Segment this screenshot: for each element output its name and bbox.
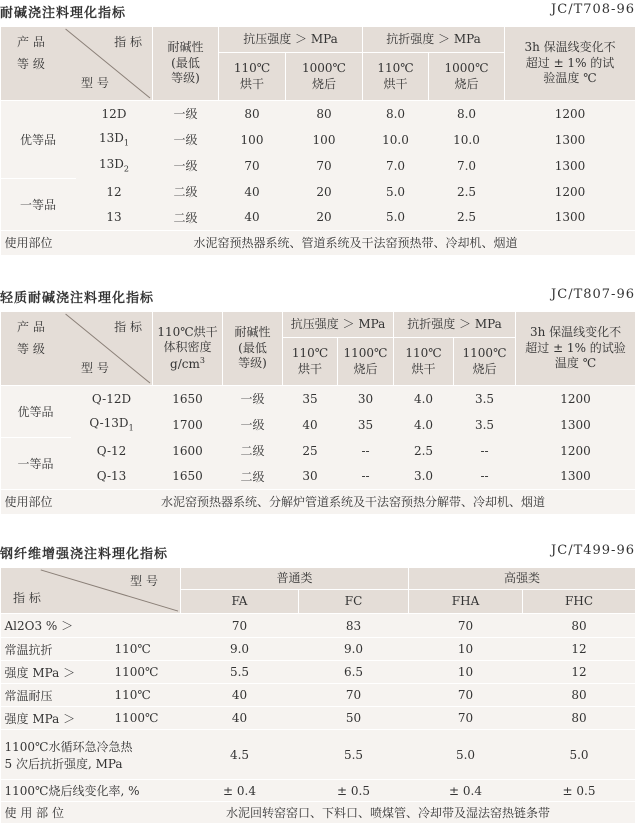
table3-row-label: 常温耐压 [1, 684, 111, 707]
table2-cell: -- [454, 464, 516, 490]
table-row [1, 386, 635, 412]
table1-cell: 10.0 [429, 127, 505, 153]
table1-cell: 1300 [505, 153, 635, 179]
table2-cell: -- [338, 464, 394, 490]
table1-standard: JC/T708-96 [551, 2, 635, 17]
table2 [0, 311, 635, 514]
table3-row-label: 常温抗折 [1, 638, 111, 661]
table-row [1, 730, 635, 780]
table1-cell: 7.0 [429, 153, 505, 179]
table2-cell: 40 [283, 412, 338, 438]
table3-hdr-high: 高强类 [409, 568, 635, 590]
table3-cell: 70 [409, 707, 523, 730]
table2-hdr-f1100: 1100℃ 烧后 [454, 338, 516, 386]
table1-usage: 水泥窑预热器系统、管道系统及干法窑预热带、冷却机、烟道 [76, 231, 635, 255]
table3-cell: 83 [299, 614, 409, 638]
table1-title: 耐碱浇注料理化指标 [0, 6, 127, 21]
table2-cell: 1700 [153, 412, 223, 438]
table2-cell: 1300 [516, 464, 635, 490]
table2-usage-label: 使用部位 [1, 490, 71, 514]
table3-cell: ± 0.4 [181, 780, 299, 802]
table1-model: $13D_2$ [76, 153, 153, 179]
table2-hdr-c1100: 1100℃ 烧后 [338, 338, 394, 386]
table2-usage-row [1, 490, 635, 514]
table1-hdr-alkali: 耐碱性 (最低 等级) [153, 27, 219, 101]
table1-model: 12D [76, 101, 153, 127]
table3-cell: 5.5 [299, 730, 409, 780]
table-row [1, 780, 635, 802]
table1-model: 12 [76, 179, 153, 205]
table3-cell: 10 [409, 661, 523, 684]
table3-cell: 12 [523, 661, 635, 684]
table-row [1, 661, 635, 684]
table1-hdr-line-change: 3h 保温线变化不 超过 ± 1% 的试 验温度 ℃ [505, 27, 635, 101]
table3-row-cond: 110℃ [111, 684, 181, 707]
table1-hdr-f1000: 1000℃ 烧后 [429, 53, 505, 101]
table2-model: Q-12D [71, 386, 153, 412]
table2-hdr-compress: 抗压强度 ＞ MPa [283, 312, 394, 338]
table1 [0, 26, 635, 255]
table2-hdr-model: 型 号 [81, 361, 109, 376]
table-row [1, 684, 635, 707]
table2-cell: 1200 [516, 386, 635, 412]
table3-row-label: 强度 MPa ＞ [1, 661, 111, 684]
table3-cell: 40 [181, 684, 299, 707]
table1-hdr-f110: 110℃ 烘干 [363, 53, 429, 101]
table2-cell: 1300 [516, 412, 635, 438]
table1-title-row [0, 0, 635, 20]
table3-cell: 12 [523, 638, 635, 661]
table3-hdr-model: 型 号 [130, 574, 158, 588]
table2-grade-a: 优等品 [1, 386, 71, 438]
table1-section [0, 0, 635, 255]
table2-hdr-line-change: 3h 保温线变化不 超过 ± 1% 的试验 温度 ℃ [516, 312, 635, 386]
table3-row-cond: 110℃ [111, 638, 181, 661]
table3-hdr-indicator: 指 标 [13, 591, 41, 606]
table3 [0, 567, 635, 824]
table3-cell: 5.5 [181, 661, 299, 684]
table-row [1, 127, 635, 153]
table3-cell: 9.0 [181, 638, 299, 661]
table3-cell: 70 [409, 614, 523, 638]
table3-row-label: Al2O3 % ＞ [1, 614, 181, 638]
table3-line-label: 1100℃烧后线变化率, % [1, 780, 181, 802]
table2-cell: 30 [338, 386, 394, 412]
table2-cell: 35 [338, 412, 394, 438]
table3-col-fc: FC [299, 590, 409, 614]
table1-cell: 7.0 [363, 153, 429, 179]
table2-cell: 1200 [516, 438, 635, 464]
table1-cell: 一级 [153, 153, 219, 179]
table3-cell: ± 0.5 [523, 780, 635, 802]
table3-cell: 80 [523, 707, 635, 730]
table-row [1, 464, 635, 490]
table1-header-diagonal [1, 27, 153, 101]
table2-standard: JC/T807-96 [551, 287, 635, 302]
table1-cell: 80 [219, 101, 286, 127]
table1-hdr-compress: 抗压强度 ＞ MPa [219, 27, 363, 53]
table2-model: $Q-13D_1$ [71, 412, 153, 438]
table3-cell: 50 [299, 707, 409, 730]
table1-model: 13 [76, 205, 153, 231]
table1-hdr-indicator: 指 标 [114, 35, 142, 49]
table-row [1, 638, 635, 661]
table1-grade-b: 一等品 [1, 179, 76, 231]
table1-usage-row [1, 231, 635, 255]
table3-cell: ± 0.5 [299, 780, 409, 802]
table2-model: Q-13 [71, 464, 153, 490]
table2-cell: 4.0 [394, 386, 454, 412]
table2-title-row [0, 285, 635, 305]
table2-hdr-alkali: 耐碱性 (最低 等级) [223, 312, 283, 386]
table3-cell: 70 [409, 684, 523, 707]
table1-cell: 40 [219, 205, 286, 231]
table1-cell: 40 [219, 179, 286, 205]
table3-cell: 5.0 [409, 730, 523, 780]
table2-cell: 2.5 [394, 438, 454, 464]
table3-cell: 70 [181, 614, 299, 638]
table2-model: Q-12 [71, 438, 153, 464]
table1-cell: 二级 [153, 205, 219, 231]
table2-cell: 二级 [223, 464, 283, 490]
table3-usage: 水泥回转窑窑口、下料口、喷煤管、冷却带及湿法窑热链条带 [111, 802, 635, 824]
table1-grade-a: 优等品 [1, 101, 76, 179]
table1-cell: 5.0 [363, 205, 429, 231]
table1-hdr-grade: 等 级 [17, 57, 45, 71]
table1-cell: 10.0 [363, 127, 429, 153]
table1-cell: 2.5 [429, 179, 505, 205]
table2-cell: -- [338, 438, 394, 464]
table3-body [1, 614, 635, 824]
table2-hdr-product: 产 品 [17, 320, 45, 334]
table2-cell: 1600 [153, 438, 223, 464]
table3-cell: 5.0 [523, 730, 635, 780]
table2-section [0, 285, 635, 514]
table-row [1, 205, 635, 231]
table3-shock-label: 1100℃水循环急冷急热 5 次后抗折强度, MPa [1, 730, 181, 780]
table1-cell: 1300 [505, 127, 635, 153]
table2-cell: 一级 [223, 386, 283, 412]
table3-header-diagonal [1, 568, 181, 614]
table2-header-diagonal [1, 312, 153, 386]
table1-cell: 20 [286, 205, 363, 231]
table2-cell: 3.0 [394, 464, 454, 490]
table1-hdr-flex: 抗折强度 ＞ MPa [363, 27, 505, 53]
table1-cell: 5.0 [363, 179, 429, 205]
table1-body [1, 101, 635, 231]
table-row [1, 179, 635, 205]
table1-cell: 80 [286, 101, 363, 127]
table2-cell: 25 [283, 438, 338, 464]
table3-cell: 10 [409, 638, 523, 661]
table-row [1, 101, 635, 127]
table1-cell: 1300 [505, 205, 635, 231]
table2-hdr-density: 110℃烘干 体积密度 $g/cm^3$ [153, 312, 223, 386]
table1-cell: 70 [286, 153, 363, 179]
table3-col-fa: FA [181, 590, 299, 614]
table1-model: $13D_1$ [76, 127, 153, 153]
table2-cell: 4.0 [394, 412, 454, 438]
table3-usage-row [1, 802, 635, 824]
table2-hdr-flex: 抗折强度 ＞ MPa [394, 312, 516, 338]
table2-cell: 一级 [223, 412, 283, 438]
table1-cell: 1200 [505, 179, 635, 205]
table3-cell: 9.0 [299, 638, 409, 661]
table3-row-cond: 1100℃ [111, 661, 181, 684]
table1-cell: 20 [286, 179, 363, 205]
table2-hdr-indicator: 指 标 [114, 320, 142, 334]
table1-usage-label: 使用部位 [1, 231, 76, 255]
table3-title: 钢纤维增强浇注料理化指标 [0, 547, 169, 562]
table-row [1, 412, 635, 438]
table1-hdr-c1000: 1000℃ 烧后 [286, 53, 363, 101]
table1-cell: 100 [286, 127, 363, 153]
table3-cell: 6.5 [299, 661, 409, 684]
table3-usage-label: 使 用 部 位 [1, 802, 111, 824]
table2-cell: 1650 [153, 386, 223, 412]
table3-section [0, 541, 635, 824]
table2-cell: 1650 [153, 464, 223, 490]
table3-cell: ± 0.4 [409, 780, 523, 802]
table2-cell: 3.5 [454, 386, 516, 412]
table3-cell: 80 [523, 684, 635, 707]
table2-cell: -- [454, 438, 516, 464]
table1-cell: 2.5 [429, 205, 505, 231]
table-row [1, 707, 635, 730]
table2-grade-b: 一等品 [1, 438, 71, 490]
table1-hdr-product: 产 品 [17, 35, 45, 49]
table3-cell: 80 [523, 614, 635, 638]
table2-hdr-f110: 110℃ 烘干 [394, 338, 454, 386]
table2-cell: 30 [283, 464, 338, 490]
table1-hdr-c110: 110℃ 烘干 [219, 53, 286, 101]
table1-cell: 8.0 [429, 101, 505, 127]
table1-cell: 一级 [153, 127, 219, 153]
table3-standard: JC/T499-96 [551, 543, 635, 558]
table1-cell: 100 [219, 127, 286, 153]
table1-cell: 70 [219, 153, 286, 179]
table2-usage: 水泥窑预热器系统、分解炉管道系统及干法窑预热分解带、冷却机、烟道 [71, 490, 635, 514]
table1-cell: 8.0 [363, 101, 429, 127]
table-row [1, 614, 635, 638]
table2-title: 轻质耐碱浇注料理化指标 [0, 291, 155, 306]
table2-hdr-c110: 110℃ 烘干 [283, 338, 338, 386]
table2-cell: 3.5 [454, 412, 516, 438]
table3-title-row [0, 541, 635, 561]
table1-cell: 1200 [505, 101, 635, 127]
table3-row-label: 强度 MPa ＞ [1, 707, 111, 730]
table3-col-fha: FHA [409, 590, 523, 614]
table3-col-fhc: FHC [523, 590, 635, 614]
table-row [1, 153, 635, 179]
table3-hdr-normal: 普通类 [181, 568, 409, 590]
table1-cell: 一级 [153, 101, 219, 127]
table3-row-cond: 1100℃ [111, 707, 181, 730]
table3-cell: 40 [181, 707, 299, 730]
table3-cell: 4.5 [181, 730, 299, 780]
table2-cell: 二级 [223, 438, 283, 464]
table1-cell: 二级 [153, 179, 219, 205]
table3-cell: 70 [299, 684, 409, 707]
table1-hdr-model: 型 号 [81, 76, 109, 91]
table-row [1, 438, 635, 464]
table2-cell: 35 [283, 386, 338, 412]
table2-body [1, 386, 635, 490]
table2-hdr-grade: 等 级 [17, 342, 45, 356]
